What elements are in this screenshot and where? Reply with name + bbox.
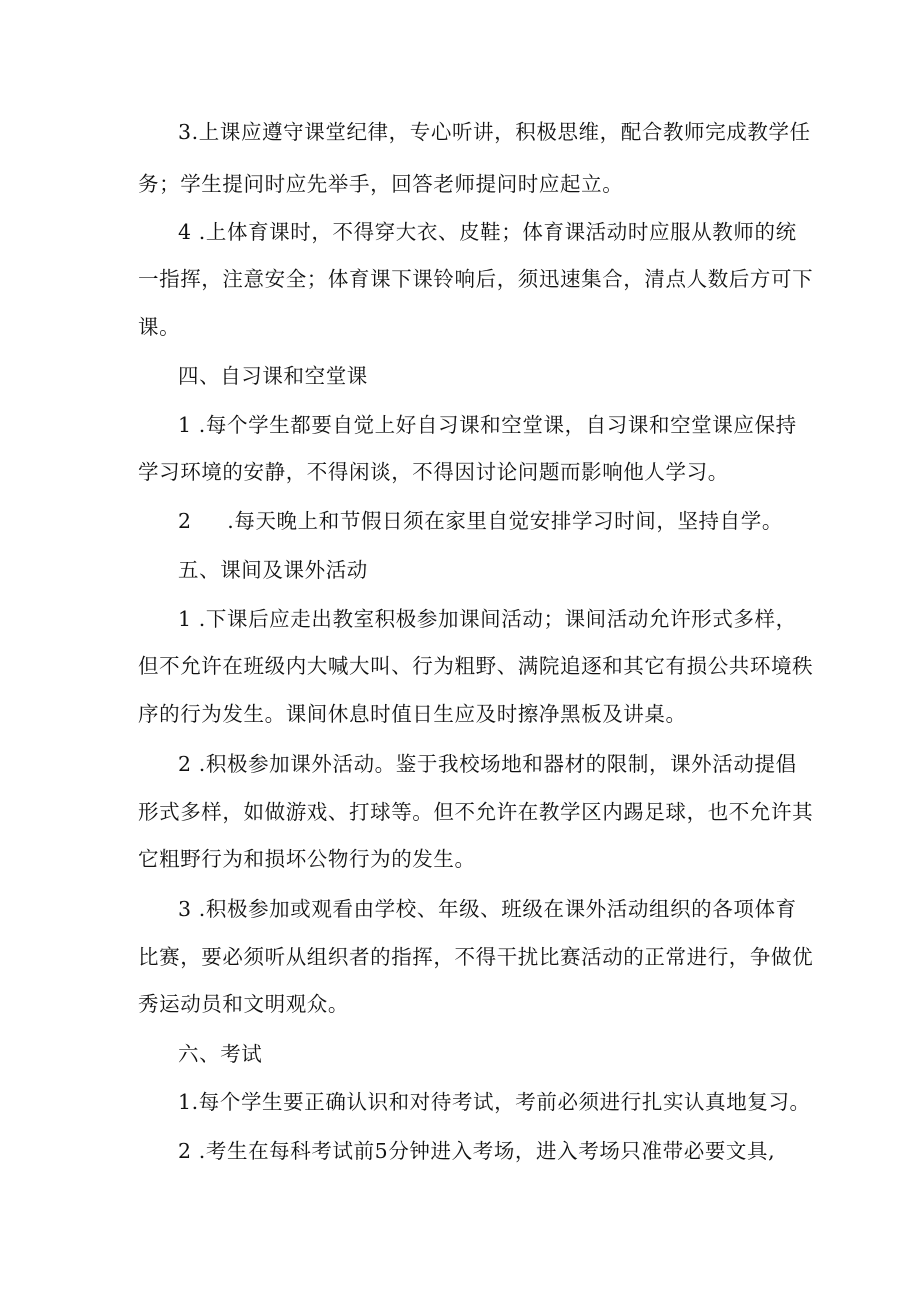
paragraph-line: 学习环境的安静，不得闲谈，不得因讨论问题而影响他人学习。: [138, 460, 729, 484]
paragraph-line: 它粗野行为和损坏公物行为的发生。: [138, 847, 476, 871]
paragraph-line: 3 .积极参加或观看由学校、年级、班级在课外活动组织的各项体育: [178, 897, 797, 921]
section-heading: 四、自习课和空堂课: [178, 364, 368, 388]
paragraph-line: 但不允许在班级内大喊大叫、行为粗野、满院追逐和其它有损公共环境秩: [138, 654, 814, 678]
paragraph-line: 3.上课应遵守课堂纪律，专心听讲，积极思维，配合教师完成教学任: [178, 120, 811, 144]
paragraph-line: 形式多样，如做游戏、打球等。但不允许在教学区内踢足球，也不允许其: [138, 800, 814, 824]
paragraph-line: 4 .上体育课时，不得穿大衣、皮鞋；体育课活动时应服从教师的统: [178, 220, 797, 244]
paragraph-line: 1 .下课后应走出教室积极参加课间活动；课间活动允许形式多样，: [178, 607, 797, 631]
paragraph-line: 一指挥，注意安全；体育课下课铃响后，须迅速集合，清点人数后方可下: [138, 267, 814, 291]
paragraph-line: 2 .考生在每科考试前5分钟进入考场，进入考场只准带必要文具,: [178, 1139, 776, 1163]
section-heading: 五、课间及课外活动: [178, 558, 368, 582]
paragraph-line: 比赛，要必须听从组织者的指挥，不得干扰比赛活动的正常进行，争做优: [138, 945, 814, 969]
paragraph-line: 务；学生提问时应先举手，回答老师提问时应起立。: [138, 172, 624, 196]
paragraph-line: 1.每个学生要正确认识和对待考试，考前必须进行扎实认真地复习。: [178, 1090, 811, 1114]
paragraph-line: 2 .积极参加课外活动。鉴于我校场地和器材的限制，课外活动提倡: [178, 752, 797, 776]
paragraph-line: 课。: [138, 315, 181, 339]
paragraph-line: 秀运动员和文明观众。: [138, 992, 349, 1016]
paragraph-line: 1 .每个学生都要自觉上好自习课和空堂课，自习课和空堂课应保持: [178, 413, 797, 437]
paragraph-line: 2 .每天晚上和节假日须在家里自觉安排学习时间，坚持自学。: [178, 509, 783, 533]
section-heading: 六、考试: [178, 1042, 263, 1066]
paragraph-line: 序的行为发生。课间休息时值日生应及时擦净黑板及讲桌。: [138, 702, 687, 726]
